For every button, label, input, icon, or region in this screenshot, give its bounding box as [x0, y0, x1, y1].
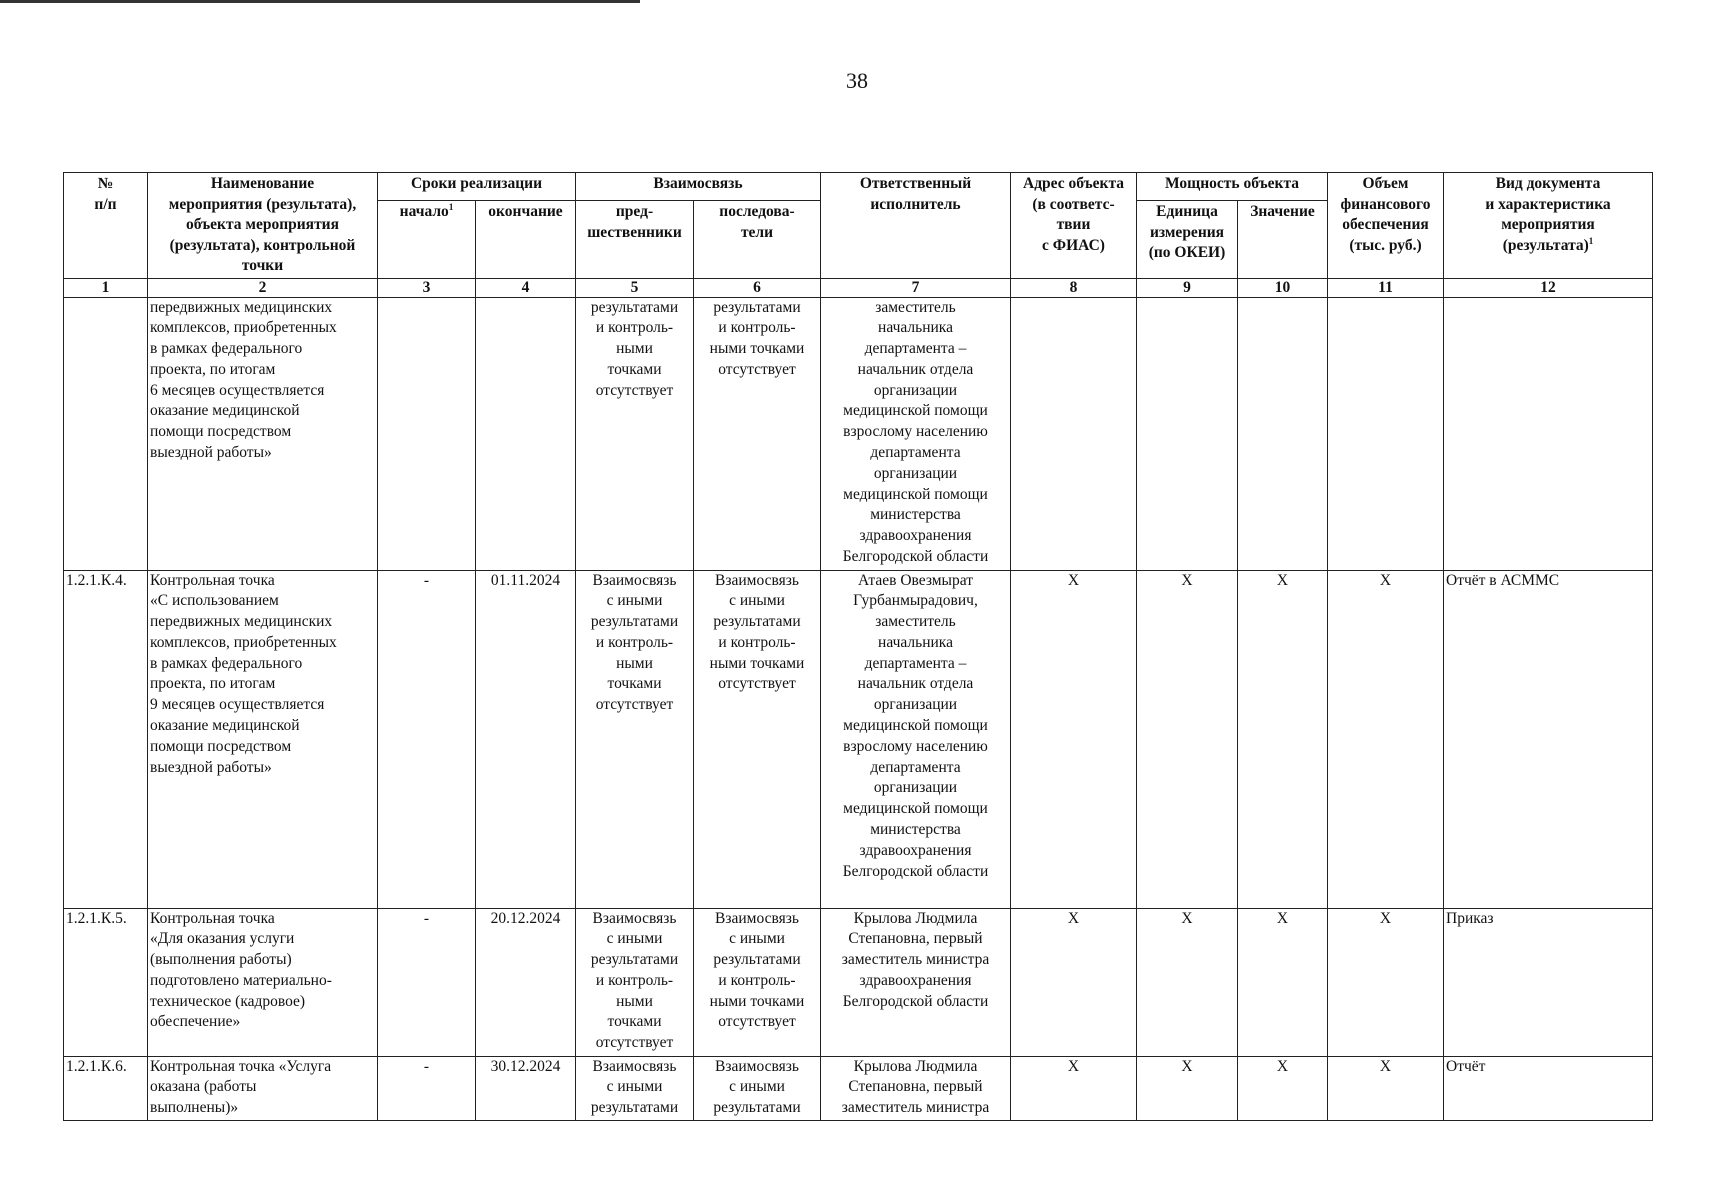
row-predecessors: результатами и контроль- ными точками отсутствует [576, 297, 694, 570]
row-value: Х [1238, 1056, 1328, 1120]
header-start-text: начало [399, 203, 449, 221]
row-successors: Взаимосвязь с иными результатами и контроль- ными точками отсутствует [694, 908, 821, 1056]
row-successors: Взаимосвязь с иными результатами [694, 1056, 821, 1120]
row-unit: Х [1137, 1056, 1238, 1120]
row-finance: Х [1328, 1056, 1444, 1120]
column-number: 7 [821, 278, 1011, 297]
row-predecessors: Взаимосвязь с иными результатами и контроль- ными точками отсутствует [576, 570, 694, 908]
row-successors: результатами и контроль- ными точками отсутствует [694, 297, 821, 570]
column-number: 8 [1011, 278, 1137, 297]
column-number: 6 [694, 278, 821, 297]
column-number: 5 [576, 278, 694, 297]
header-unit: Единица измерения (по ОКЕИ) [1137, 201, 1238, 278]
page-number: 38 [846, 68, 868, 93]
header-end: окончание [476, 201, 576, 278]
row-doc: Приказ [1444, 908, 1653, 1056]
header-successors: последова- тели [694, 201, 821, 278]
row-responsible: Крылова Людмила Степановна, первый заместитель министра здравоохранения Белгородской области [821, 908, 1011, 1056]
row-predecessors: Взаимосвязь с иными результатами и контроль- ными точками отсутствует [576, 908, 694, 1056]
row-finance [1328, 297, 1444, 570]
row-end: 20.12.2024 [476, 908, 576, 1056]
row-start: - [378, 570, 476, 908]
column-number: 11 [1328, 278, 1444, 297]
row-start: - [378, 908, 476, 1056]
header-num-label: п/п [94, 195, 117, 213]
row-number: 1.2.1.К.6. [64, 1056, 148, 1120]
table-row [64, 570, 1653, 908]
header-responsible: Ответственный исполнитель [821, 173, 1011, 279]
header-doc-footnote: 1 [1588, 235, 1594, 246]
column-number: 1 [64, 278, 148, 297]
table-row [64, 1056, 1653, 1120]
row-address: Х [1011, 570, 1137, 908]
header-address: Адрес объекта (в соответс- твии с ФИАС) [1011, 173, 1137, 279]
table-row [64, 908, 1653, 1056]
column-number: 2 [148, 278, 378, 297]
row-name: Контрольная точка «С использованием передвижных медицинских комплексов, приобретенных в рамках федерального проекта, по итогам 9 месяцев осуществляется оказание медицинской помощи посредством выездной работы» [148, 570, 378, 908]
column-number-row [64, 278, 1653, 297]
header-doc [1444, 173, 1653, 279]
row-value: Х [1238, 908, 1328, 1056]
header-finance: Объем финансового обеспечения (тыс. руб.) [1328, 173, 1444, 279]
row-start: - [378, 1056, 476, 1120]
row-predecessors: Взаимосвязь с иными результатами [576, 1056, 694, 1120]
header-name: Наименование мероприятия (результата), объекта мероприятия (результата), контрольной точки [148, 173, 378, 279]
row-successors: Взаимосвязь с иными результатами и контроль- ными точками отсутствует [694, 570, 821, 908]
row-unit: Х [1137, 570, 1238, 908]
header-group-capacity: Мощность объекта [1137, 173, 1328, 201]
header-group-terms: Сроки реализации [378, 173, 576, 201]
row-unit: Х [1137, 908, 1238, 1056]
column-number: 10 [1238, 278, 1328, 297]
row-finance: Х [1328, 908, 1444, 1056]
row-name: передвижных медицинских комплексов, приобретенных в рамках федерального проекта, по итогам 6 месяцев осуществляется оказание медицинской помощи посредством выездной работы» [148, 297, 378, 570]
header-group-links: Взаимосвязь [576, 173, 821, 201]
top-scan-rule [0, 0, 640, 3]
column-number: 9 [1137, 278, 1238, 297]
row-end: 01.11.2024 [476, 570, 576, 908]
row-number: 1.2.1.К.5. [64, 908, 148, 1056]
row-end [476, 297, 576, 570]
row-responsible: Крылова Людмила Степановна, первый заместитель министра [821, 1056, 1011, 1120]
header-num-symbol: № [97, 175, 114, 192]
row-address: Х [1011, 908, 1137, 1056]
row-start [378, 297, 476, 570]
header-num [64, 173, 148, 279]
row-responsible: Атаев Овезмырат Гурбанмырадович, заместитель начальника департамента – начальник отдела организации медицинской помощи взрослому населению департамента организации медицинской помощи министерства здравоохранения Белгородской области [821, 570, 1011, 908]
row-finance: Х [1328, 570, 1444, 908]
header-start [378, 201, 476, 278]
table-row [64, 297, 1653, 570]
header-predecessors: пред- шественники [576, 201, 694, 278]
row-address: Х [1011, 1056, 1137, 1120]
header-value: Значение [1238, 201, 1328, 278]
header-doc-text: Вид документа и характеристика мероприятия (результата) [1485, 175, 1611, 254]
row-doc [1444, 297, 1653, 570]
row-unit [1137, 297, 1238, 570]
row-doc: Отчёт в АСММС [1444, 570, 1653, 908]
header-row-1 [64, 173, 1653, 201]
plan-table [63, 172, 1653, 1121]
row-end: 30.12.2024 [476, 1056, 576, 1120]
column-number: 3 [378, 278, 476, 297]
column-number: 4 [476, 278, 576, 297]
row-value: Х [1238, 570, 1328, 908]
row-address [1011, 297, 1137, 570]
row-value [1238, 297, 1328, 570]
row-name: Контрольная точка «Для оказания услуги (выполнения работы) подготовлено материально- техническое (кадровое) обеспечение» [148, 908, 378, 1056]
row-responsible: заместитель начальника департамента – начальник отдела организации медицинской помощи взрослому населению департамента организации медицинской помощи министерства здравоохранения Белгородской области [821, 297, 1011, 570]
row-number: 1.2.1.К.4. [64, 570, 148, 908]
header-start-footnote: 1 [448, 202, 454, 213]
row-name: Контрольная точка «Услуга оказана (работы выполнены)» [148, 1056, 378, 1120]
column-number: 12 [1444, 278, 1653, 297]
row-number [64, 297, 148, 570]
row-doc: Отчёт [1444, 1056, 1653, 1120]
